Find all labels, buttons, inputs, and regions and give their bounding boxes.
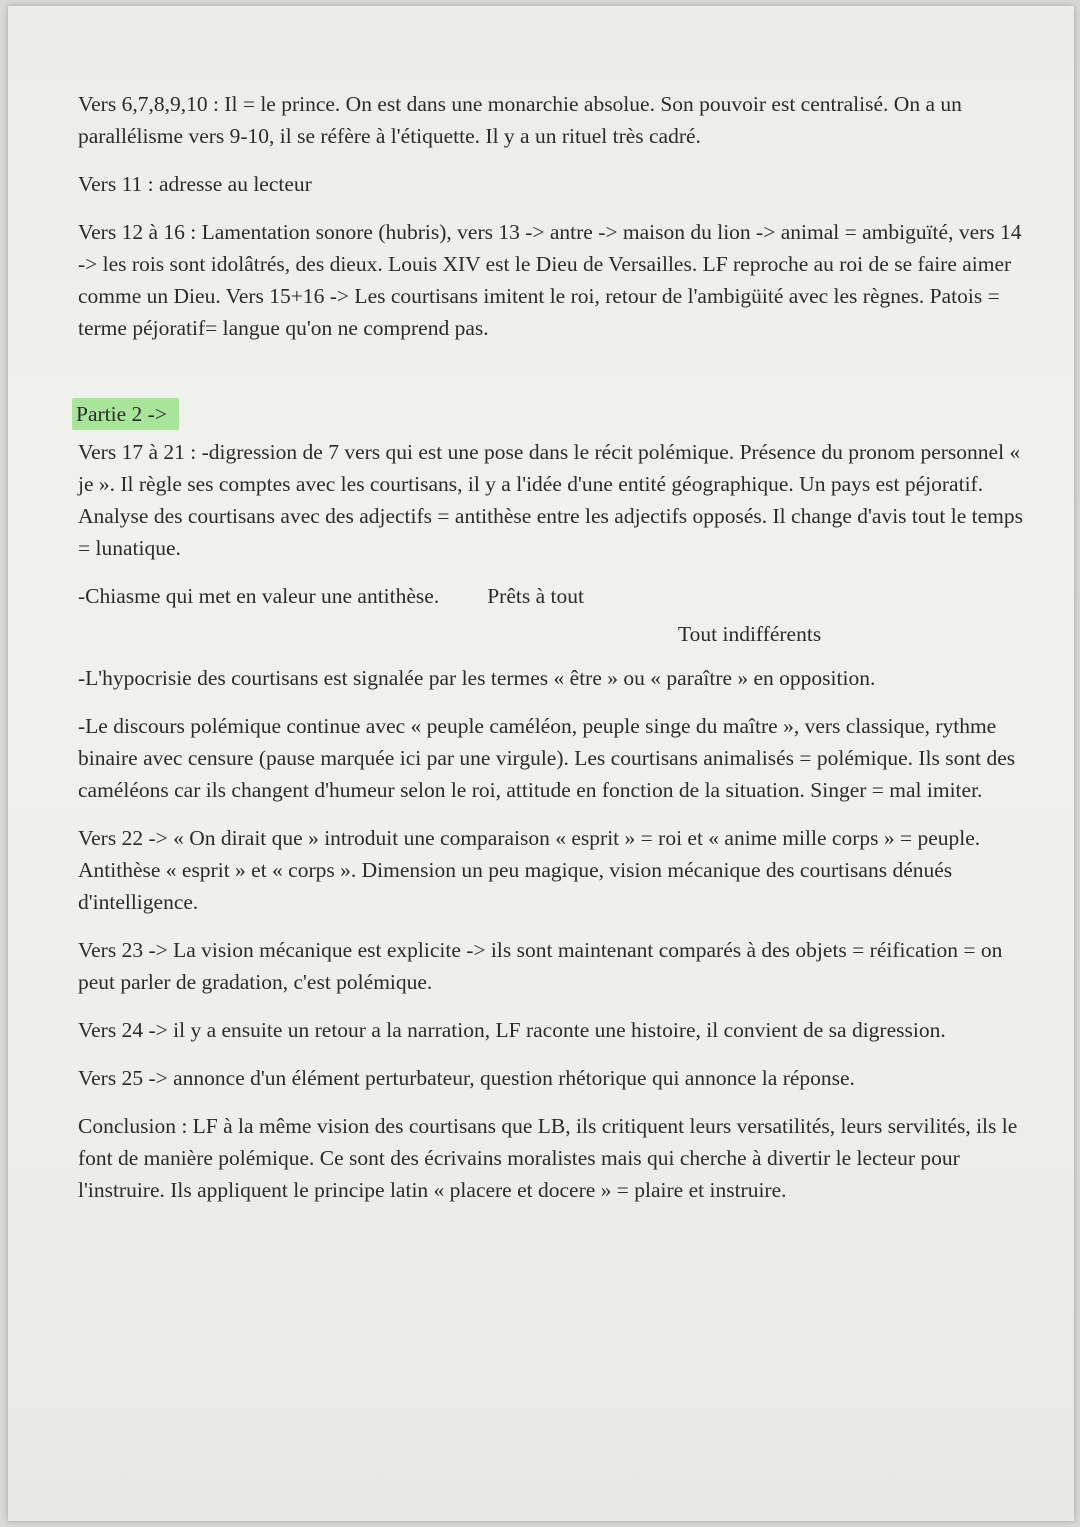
paragraph-hypocrisie: -L'hypocrisie des courtisans est signalée par les termes « être » ou « paraître » en opposition. xyxy=(78,666,876,690)
section-heading-partie-2: Partie 2 -> xyxy=(72,398,179,430)
section-heading-row xyxy=(78,398,1023,430)
chiasme-term-bottom: Tout indifférents xyxy=(678,622,822,646)
chiasme-label: -Chiasme qui met en valeur une antithèse. xyxy=(78,584,440,608)
paragraph-discours-polemique: -Le discours polémique continue avec « peuple caméléon, peuple singe du maître », vers classique, rythme binaire avec censure (pause marquée ici par une virgule). Les courtisans animalisés = polémique. Ils sont des caméléons car ils changent d'humeur selon le roi, attitude en fonction de la situation. Singer = mal imiter. xyxy=(78,714,1016,802)
section-spacer xyxy=(78,360,1023,398)
paragraph-vers-22: Vers 22 -> « On dirait que » introduit une comparaison « esprit » = roi et « anime mille corps » = peuple. Antithèse « esprit » et « corps ». Dimension un peu magique, vision mécanique des courtisans dénués d'intelligence. xyxy=(78,826,981,914)
document-body xyxy=(78,88,1023,1222)
paragraph-vers-25: Vers 25 -> annonce d'un élément perturbateur, question rhétorique qui annonce la réponse. xyxy=(78,1066,855,1090)
paragraph-vers-12-16: Vers 12 à 16 : Lamentation sonore (hubris), vers 13 -> antre -> maison du lion -> animal = ambiguïté, vers 14 -> les rois sont idolâtrés, des dieux. Louis XIV est le Dieu de Versailles. LF reproche au roi de se faire aimer comme un Dieu. Vers 15+16 -> Les courtisans imitent le roi, retour de l'ambigüité avec les règnes. Patois = terme péjoratif= langue qu'on ne comprend pas. xyxy=(78,220,1022,340)
chiasme-row xyxy=(78,580,1023,612)
paragraph-vers-6-10: Vers 6,7,8,9,10 : Il = le prince. On est dans une monarchie absolue. Son pouvoir est centralisé. On a un parallélisme vers 9-10, il se réfère à l'étiquette. Il y a un rituel très cadré. xyxy=(78,92,962,148)
paragraph-vers-23: Vers 23 -> La vision mécanique est explicite -> ils sont maintenant comparés à des objets = réification = on peut parler de gradation, c'est polémique. xyxy=(78,938,1003,994)
paragraph-conclusion: Conclusion : LF à la même vision des courtisans que LB, ils critiquent leurs versatilités, leurs servilités, ils le font de manière polémique. Ce sont des écrivains moralistes mais qui cherche à divertir le lecteur pour l'instruire. Ils appliquent le principe latin « placere et docere » = plaire et instruire. xyxy=(78,1114,1018,1202)
document-page xyxy=(8,6,1074,1521)
paragraph-vers-11: Vers 11 : adresse au lecteur xyxy=(78,172,312,196)
chiasme-term-top: Prêts à tout xyxy=(487,584,584,608)
paragraph-vers-17-21: Vers 17 à 21 : -digression de 7 vers qui est une pose dans le récit polémique. Présence du pronom personnel « je ». Il règle ses comptes avec les courtisans, il y a l'idée d'une entité géographique. Un pays est péjoratif. Analyse des courtisans avec des adjectifs = antithèse entre les adjectifs opposés. Il change d'avis tout le temps = lunatique. xyxy=(78,440,1023,560)
paragraph-vers-24: Vers 24 -> il y a ensuite un retour a la narration, LF raconte une histoire, il convient de sa digression. xyxy=(78,1018,946,1042)
